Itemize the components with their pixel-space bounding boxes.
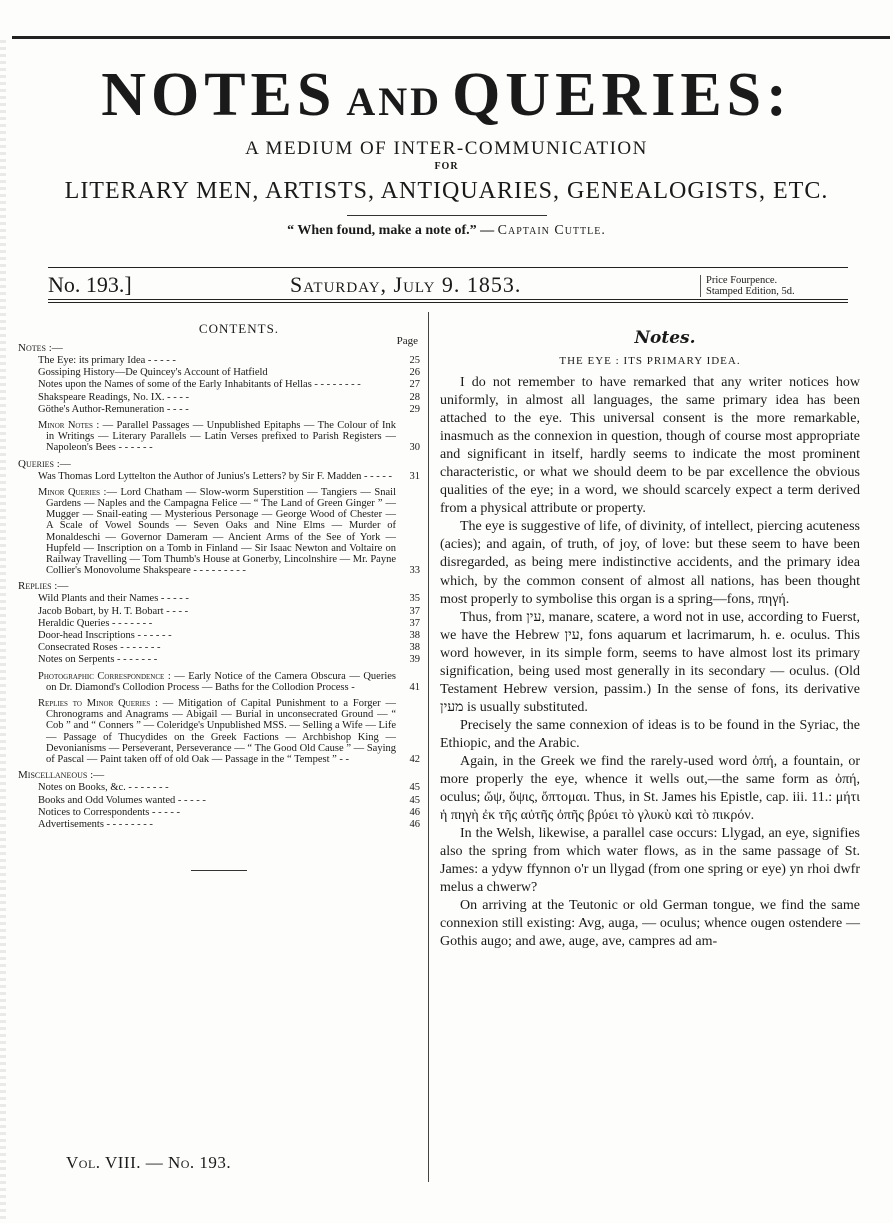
toc-block-lead: Minor Queries xyxy=(38,486,101,498)
article-paragraph: On arriving at the Teutonic or old German tongue, we find the same connexion still existing: Avg, auga, — oculus; whence ougen ostendere — Gothis augo; and awe, auge, ave, campres ad am- xyxy=(440,898,860,950)
masthead-rule xyxy=(347,215,547,216)
toc-entry xyxy=(18,618,420,629)
page-column-label: Page xyxy=(396,335,418,347)
issue-rule-bottom xyxy=(48,299,848,300)
toc-entry-page: 35 xyxy=(409,593,420,605)
toc-entry xyxy=(18,404,420,415)
motto-author: Captain Cuttle. xyxy=(497,223,606,238)
toc-block-body: : — Mitigation of Capital Punishment to a Forger — Chronograms and Anagrams — Abigail — Burial in unconsecrated Ground — “ Cob ” and “ Conners ” — Coleridge's Unpublished MSS. — Selling a Wife — Life — Passage of Thucydides on the Greek Factions — Archbishop King — Devonianisms — Perseverant, Perseverance — “ The Good Old Cause ” — Saying of Pascal — Paint taken off of old Oak — Passage in the “ Tempest ” - - xyxy=(46,698,396,766)
masthead-audience: LITERARY MEN, ARTISTS, ANTIQUARIES, GENEALOGISTS, ETC. xyxy=(64,178,829,204)
masthead xyxy=(0,62,893,240)
toc-entry-page: 25 xyxy=(409,355,420,366)
issue-date: Saturday, July 9. 1853. xyxy=(290,272,522,297)
section-heading-notes: Notes. xyxy=(634,328,696,348)
issue-rule-double xyxy=(48,302,848,303)
toc-block-text xyxy=(38,698,402,765)
toc-entry-page: 37 xyxy=(409,605,420,617)
toc-entry-title: Door-head Inscriptions - - - - - - xyxy=(38,630,172,642)
toc-section-miscellaneous: Miscellaneous :— xyxy=(18,769,105,782)
article-paragraph: The eye is suggestive of life, of divinity, of intellect, piercing acuteness (acies); and again, of truth, of joy, of love: but these seem to have been disregarded, as being mere indistinctive accidents, and the primary idea which, by the common consent of almost all nations, has been thought most properly to symbolise this organ is a spring—fons, πηγή. xyxy=(440,519,860,607)
masthead-motto xyxy=(0,222,893,240)
toc-block-text xyxy=(38,671,402,693)
contents-end-rule xyxy=(191,870,247,871)
toc-block-lead: Photographic Correspondence xyxy=(38,670,165,682)
toc-entry-page: 31 xyxy=(409,470,420,482)
toc-entry xyxy=(18,795,420,806)
toc-entry-page: 27 xyxy=(409,379,420,391)
toc-block xyxy=(18,487,420,577)
toc-entry xyxy=(18,642,420,653)
toc-entry-title: Books and Odd Volumes wanted - - - - - xyxy=(38,794,206,806)
volume-number: Vol. VIII. — No. 193. xyxy=(66,1153,232,1172)
toc-entry-title: Shakspeare Readings, No. IX. - - - - xyxy=(38,391,190,403)
masthead-subtitle: A MEDIUM OF INTER-COMMUNICATION xyxy=(245,138,648,159)
toc-entry-title: Wild Plants and their Names - - - - - xyxy=(38,593,189,605)
issue-price xyxy=(700,275,795,297)
toc-block xyxy=(18,420,420,454)
toc-entry-title: Heraldic Queries - - - - - - - xyxy=(38,617,153,629)
stamped-price-line: Stamped Edition, 5d. xyxy=(706,286,795,297)
issue-number: No. 193.] xyxy=(48,272,132,297)
toc-entry xyxy=(18,606,420,617)
toc-section-queries: Queries :— xyxy=(18,457,71,470)
toc-entry xyxy=(18,819,420,830)
article-title: THE EYE : ITS PRIMARY IDEA. xyxy=(559,355,741,367)
toc-block-lead: Replies to Minor Queries xyxy=(38,698,151,710)
toc-block-lead: Minor Notes xyxy=(38,420,93,432)
toc-entry xyxy=(18,630,420,641)
toc-block xyxy=(18,671,420,693)
toc-entry-page: 28 xyxy=(409,391,420,403)
toc-block-body: : — Early Notice of the Camera Obscura — Queries on Dr. Diamond's Collodion Process — Baths for the Collodion Process - xyxy=(46,670,396,693)
toc-entry-title: Notes upon the Names of some of the Early Inhabitants of Hellas - - - - - - - - xyxy=(38,379,361,391)
motto-text: “ When found, make a note of.” — xyxy=(287,223,495,238)
masthead-for: FOR xyxy=(434,161,459,172)
article-paragraph: Thus, from עין, manare, scatere, a word not in use, according to Fuerst, we have the Hebrew עין, fons aquarum et lacrimarum, h. e. oculus. This word however, in its simple form, seems to have almost lost its primary signification, being used most generally in its secondary — oculus. (Old Testament Hebrew version, passim.) In the sense of fons, its derivative מעין is usually substituted. xyxy=(440,609,861,715)
price-line: Price Fourpence. xyxy=(706,275,778,286)
toc-block-text xyxy=(38,487,402,577)
toc-entry xyxy=(18,392,420,403)
issue-rule-top xyxy=(48,267,848,268)
toc-block-body: :— Lord Chatham — Slow-worm Superstition — Tangiers — Snail Gardens — Naples and the Campagna Felice — “ The Land of Green Ginger ” — Mugger — Snail-eating — Mysterious Personage — George Wood of Chester — A Scale of Vowel Sounds — Seven Oaks and Nine Elms — Murder of Monaldeschi — Governor Dameram — Ancient Arms of the See of York — Hupfeld — Inscription on a Tomb in Finland — Sir Isaac Newton and Voltaire on Railway Travelling — Tom Thumb's House at Gonerby, Lincolnshire — Mr. Payne Collier's Monovolume Shakspeare - - - - - - - - - xyxy=(46,486,396,577)
toc-entry-page: 46 xyxy=(409,818,420,830)
toc-entry-page: 38 xyxy=(409,642,420,654)
toc-entry xyxy=(18,654,420,665)
toc-entry-page: 39 xyxy=(409,654,420,666)
article-paragraph: Precisely the same connexion of ideas is to be found in the Syriac, the Ethiopic, and the Arabic. xyxy=(440,717,860,751)
masthead-title xyxy=(0,62,893,135)
title-notes: NOTES xyxy=(101,61,337,129)
toc-entry xyxy=(18,367,420,378)
toc-entry-page: 30 xyxy=(409,442,420,454)
toc-entry-page: 45 xyxy=(409,782,420,794)
article-paragraph: I do not remember to have remarked that any writer notices how uniformly, in almost all languages, the same primary idea has been attached to the eye. This universal consent is the more remarkable, inasmuch as the connexion in question, though of course most appropriate and significant in itself, hardly seems to indicate the most prominent characteristic, or what we should deem to be par excellence the obvious qualities of the eye; in a word, we should scarcely expect a term derived from a physical attribute or property. xyxy=(440,375,860,517)
toc-entry-page: 33 xyxy=(409,565,420,577)
toc-entry-page: 38 xyxy=(409,630,420,642)
toc-section-notes: Notes :— xyxy=(18,342,63,354)
toc-block xyxy=(18,698,420,765)
toc-entry-title: Consecrated Roses - - - - - - - xyxy=(38,642,161,654)
toc-entry xyxy=(18,379,420,390)
toc-entry-page: 45 xyxy=(409,794,420,806)
toc-entry-title: Göthe's Author-Remuneration - - - - xyxy=(38,403,189,415)
toc-entry-title: Notes on Serpents - - - - - - - xyxy=(38,654,158,666)
toc-entry-title: Was Thomas Lord Lyttelton the Author of Junius's Letters? by Sir F. Madden - - - - - xyxy=(38,470,393,482)
toc-entry xyxy=(18,355,420,366)
toc-entry-title: Notes on Books, &c. - - - - - - - xyxy=(38,782,169,794)
toc-entry-title: Jacob Bobart, by H. T. Bobart - - - - xyxy=(38,605,189,617)
article-the-eye xyxy=(440,328,860,952)
toc-block-body: : — Parallel Passages — Unpublished Epitaphs — The Colour of Ink in Writings — Literary Parallels — Latin Verses prefixed to Parish Registers — Napoleon's Bees - - - - - - xyxy=(46,420,396,454)
top-rule xyxy=(12,36,890,39)
toc-entry-title: Advertisements - - - - - - - - xyxy=(38,818,153,830)
table-of-contents xyxy=(18,322,420,871)
toc-entry xyxy=(18,807,420,818)
toc-entry-page: 37 xyxy=(409,617,420,629)
toc-entry-page: 42 xyxy=(409,754,420,766)
toc-entry-page: 41 xyxy=(409,681,420,693)
title-and: AND xyxy=(346,79,443,124)
toc-entry-title: Gossiping History—De Quincey's Account of Hatfield xyxy=(38,367,268,379)
toc-section-replies: Replies :— xyxy=(18,580,69,593)
toc-entry-page: 26 xyxy=(409,367,420,379)
toc-entry-title: The Eye: its primary Idea - - - - - xyxy=(38,355,176,366)
column-divider xyxy=(428,312,429,1182)
title-queries: QUERIES: xyxy=(452,61,792,129)
toc-entry-page: 46 xyxy=(409,806,420,818)
article-paragraph: In the Welsh, likewise, a parallel case occurs: Llygad, an eye, signifies also the spring from which water flows, as in the same passage of St. James: a ydyw ffynnon o'r un llygad (from one spring or eye) yn rhoi dwfr melus a chwerw? xyxy=(440,826,860,896)
article-paragraph: Again, in the Greek we find the rarely-used word ὀπή, a fountain, or more properly the eye, whence it wells out,—the same form as ὀπή, oculus; ὤψ, ὄψις, ὄπτομαι. Thus, in St. James his Epistle, cap. iii. 11.: μήτι ἡ πηγὴ ἐκ τῆς αὐτῆς ὀπῆς βρύει τὸ γλυκὺ καὶ τὸ πικρόν. xyxy=(440,753,860,824)
contents-heading: CONTENTS. xyxy=(198,321,280,336)
toc-entry-page: 29 xyxy=(409,403,420,415)
toc-entry xyxy=(18,593,420,604)
toc-block-text xyxy=(38,420,402,454)
toc-entry xyxy=(18,782,420,793)
toc-entry-title: Notices to Correspondents - - - - - xyxy=(38,806,181,818)
toc-entry xyxy=(18,471,420,482)
